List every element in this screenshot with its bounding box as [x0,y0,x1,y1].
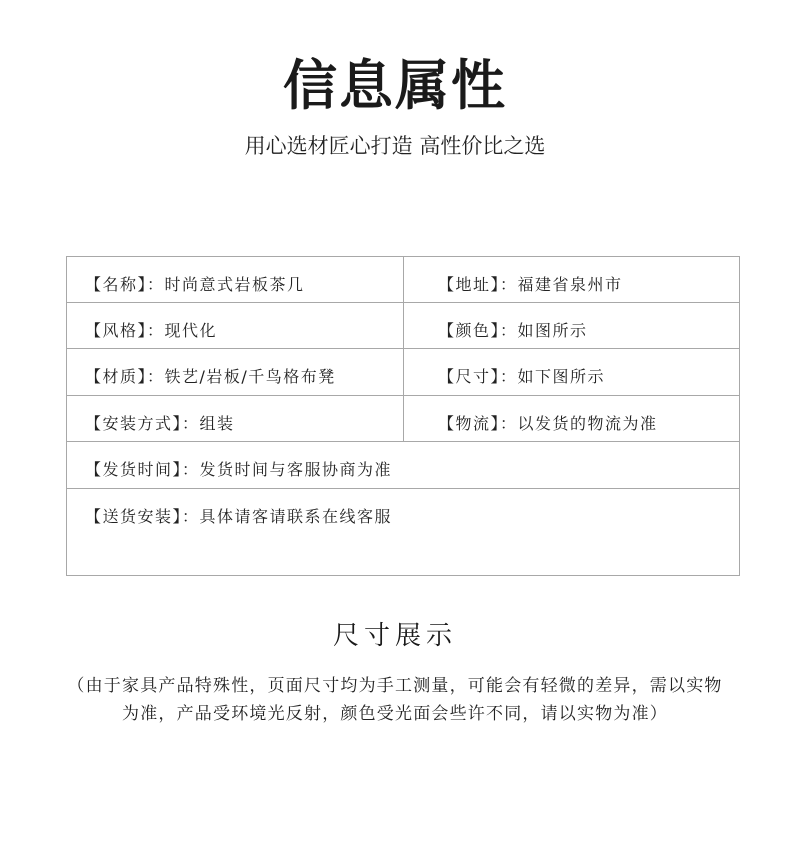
info-value: 福建省泉州市 [517,275,623,294]
info-cell-material [67,349,404,395]
info-label: 【安装方式】： [85,414,200,433]
info-cell-style [67,303,404,348]
info-label: 【尺寸】： [438,367,518,386]
info-label: 【物流】： [438,414,518,433]
table-row [67,489,739,575]
table-row [67,257,739,303]
info-cell-install-method [67,396,404,441]
info-label: 【风格】： [85,321,165,340]
note-line: （由于家具产品特殊性，页面尺寸均为手工测量，可能会有轻微的差异，需以实物 [67,676,723,696]
info-cell-size [404,349,739,395]
info-cell-logistics [404,396,739,441]
info-label: 【名称】： [85,275,165,294]
info-value: 以发货的物流为准 [517,414,658,433]
info-value: 如图所示 [517,321,588,340]
page-title: 信息属性 [283,54,507,117]
page-subtitle: 用心选材匠心打造 高性价比之选 [244,134,546,158]
note-line: 为准，产品受环境光反射，颜色受光面会些许不同，请以实物为准） [122,704,668,724]
info-label: 【材质】： [85,367,165,386]
info-cell-delivery-install [67,489,739,575]
info-value: 现代化 [164,321,218,340]
info-cell-ship-time [67,442,739,488]
info-value: 铁艺/岩板/千鸟格布凳 [164,367,336,386]
info-value: 发货时间与客服协商为准 [199,460,393,479]
info-label: 【送货安装】： [85,507,200,526]
info-value: 如下图所示 [517,367,606,386]
size-disclaimer-note [30,672,760,728]
info-label: 【发货时间】： [85,460,200,479]
table-row [67,303,739,349]
info-label: 【地址】： [438,275,518,294]
size-section-title: 尺寸展示 [332,621,457,651]
info-table [66,256,740,576]
info-value: 时尚意式岩板茶几 [164,275,305,294]
info-label: 【颜色】： [438,321,518,340]
info-value: 组装 [199,414,235,433]
info-value: 具体请客请联系在线客服 [199,507,393,526]
info-cell-name [67,257,404,302]
table-row [67,396,739,442]
info-cell-address [404,257,739,302]
table-row [67,442,739,489]
info-cell-color [404,303,739,348]
table-row [67,349,739,396]
